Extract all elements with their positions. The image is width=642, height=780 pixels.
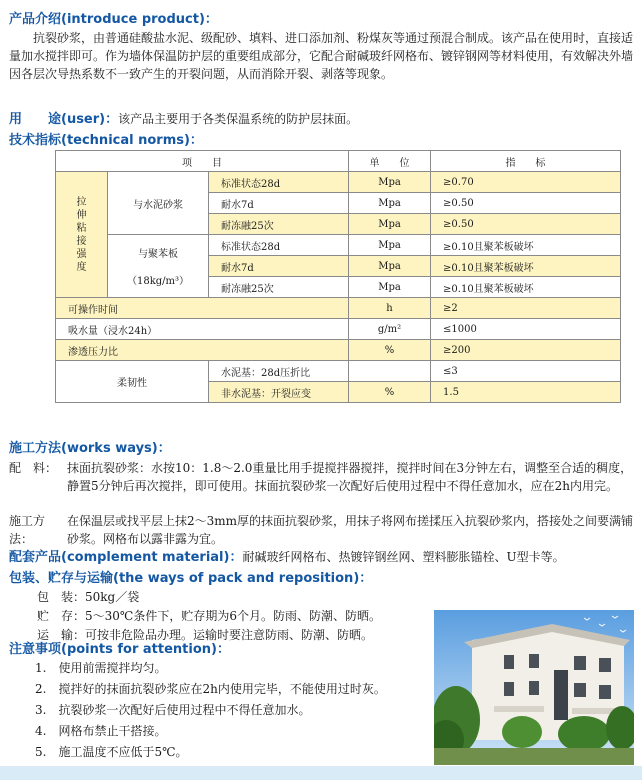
row-value: ≥0.50 (431, 193, 621, 214)
row-item: 可操作时间 (56, 298, 349, 319)
row-item: 标准状态28d (209, 235, 349, 256)
intro-title: 产品介绍(introduce product)： (9, 12, 218, 27)
row-item: 渗透压力比 (56, 340, 349, 361)
complement-label: 配套产品(complement material)： (9, 550, 243, 565)
table-header-row (56, 151, 621, 172)
row-value: ≥200 (431, 340, 621, 361)
building-photo (434, 610, 634, 765)
row-item: 耐水7d (209, 256, 349, 277)
norms-table (55, 150, 621, 403)
row-item: 非水泥基：开裂应变 (209, 382, 349, 403)
row-value: ≤3 (431, 361, 621, 382)
header-unit: 单 位 (349, 151, 431, 172)
pack-title: 包装、贮存与运输(the ways of pack and reposition)： (9, 571, 373, 586)
ways-title: 施工方法(works ways)： (9, 441, 171, 456)
list-item: 1. 使用前需搅拌均匀。 (35, 661, 167, 675)
row-value: ≤1000 (431, 319, 621, 340)
flex-label: 柔韧性 (56, 361, 209, 403)
list-item: 2. 搅拌好的抹面抗裂砂浆应在2h内使用完毕，不能使用过时灰。 (35, 682, 386, 696)
eps-label: 与聚苯板 （18kg/m³） (108, 235, 209, 298)
row-unit: % (349, 340, 431, 361)
row-item: 耐水7d (209, 193, 349, 214)
row-unit: h (349, 298, 431, 319)
table-row (56, 340, 621, 361)
row-unit: % (349, 382, 431, 403)
row-value: 1.5 (431, 382, 621, 403)
table-row (56, 235, 621, 256)
pack-line: 包 装：50kg／袋 (37, 590, 140, 604)
row-value: ≥0.50 (431, 214, 621, 235)
footer-bar (0, 766, 642, 780)
row-unit: Mpa (349, 214, 431, 235)
header-value: 指 标 (431, 151, 621, 172)
attention-title: 注意事项(points for attention)： (9, 642, 230, 657)
row-value: ≥0.10且聚苯板破坏 (431, 256, 621, 277)
row-item: 标准状态28d (209, 172, 349, 193)
mix-label: 配 料： (9, 461, 58, 475)
usage-heading (9, 108, 358, 127)
row-value: ≥2 (431, 298, 621, 319)
table-row (56, 298, 621, 319)
row-unit: Mpa (349, 256, 431, 277)
method-label: 施工方法： (9, 514, 46, 546)
norms-title: 技术指标(technical norms)： (9, 133, 203, 148)
row-unit (349, 361, 431, 382)
row-unit: Mpa (349, 193, 431, 214)
pack-line: 运 输：可按非危险品办理。运输时要注意防雨、防潮、防晒。 (37, 628, 374, 642)
mix-block (9, 459, 634, 495)
row-item: 水泥基：28d压折比 (209, 361, 349, 382)
usage-text: 该产品主要用于各类保温系统的防护层抹面。 (118, 112, 359, 126)
list-item: 4. 网格布禁止干搭接。 (35, 724, 167, 738)
mix-text: 抹面抗裂砂浆：水按10：1.8～2.0重量比用手提搅拌器搅拌，搅拌时间在3分钟左右，调整至合适的稠度，静置5分钟后再次搅拌，即可使用。抹面抗裂砂浆一次配好后使用过程中不得任意加水，应在2h内用完。 (67, 461, 633, 493)
row-value: ≥0.10且聚苯板破坏 (431, 235, 621, 256)
row-item: 耐冻融25次 (209, 277, 349, 298)
method-text: 在保温层或找平层上抹2～3mm厚的抹面抗裂砂浆，用抹子将网布搓揉压入抗裂砂浆内，搭接处之间要满铺砂浆。网格布以露非露为宜。 (67, 514, 634, 546)
row-item: 耐冻融25次 (209, 214, 349, 235)
usage-label: 用 途(user)： (9, 112, 119, 127)
complement-heading (9, 546, 565, 565)
group-label: 拉伸粘接强度 (56, 172, 108, 298)
row-unit: Mpa (349, 277, 431, 298)
header-item: 项 目 (56, 151, 349, 172)
intro-text: 抗裂砂浆，由普通硅酸盐水泥、级配砂、填料、进口添加剂、粉煤灰等通过预混合制成。该产品在使用时，直接适量加水搅拌即可。作为墙体保温防护层的重要组成部分，它配合耐碱玻纤网格布、镀锌钢网等材料使用，有效解决外墙因各层次导热系数不一致产生的开裂问题，从而消除开裂、剥落等现象。 (9, 31, 634, 81)
list-item: 5. 施工温度不应低于5℃。 (35, 745, 188, 759)
table-row (56, 361, 621, 382)
row-unit: Mpa (349, 235, 431, 256)
row-value: ≥0.70 (431, 172, 621, 193)
row-unit: Mpa (349, 172, 431, 193)
table-row (56, 172, 621, 193)
complement-text: 耐碱玻纤网格布、热镀锌钢丝网、塑料膨胀锚栓、U型卡等。 (242, 550, 565, 564)
table-row (56, 319, 621, 340)
method-block (9, 512, 634, 548)
row-item: 吸水量（浸水24h） (56, 319, 349, 340)
row-value: ≥0.10且聚苯板破坏 (431, 277, 621, 298)
pack-line: 贮 存：5～30℃条件下，贮存期为6个月。防雨、防潮、防晒。 (37, 609, 381, 623)
list-item: 3. 抗裂砂浆一次配好后使用过程中不得任意加水。 (35, 703, 311, 717)
row-unit: g/m² (349, 319, 431, 340)
cement-label: 与水泥砂浆 (108, 172, 209, 235)
